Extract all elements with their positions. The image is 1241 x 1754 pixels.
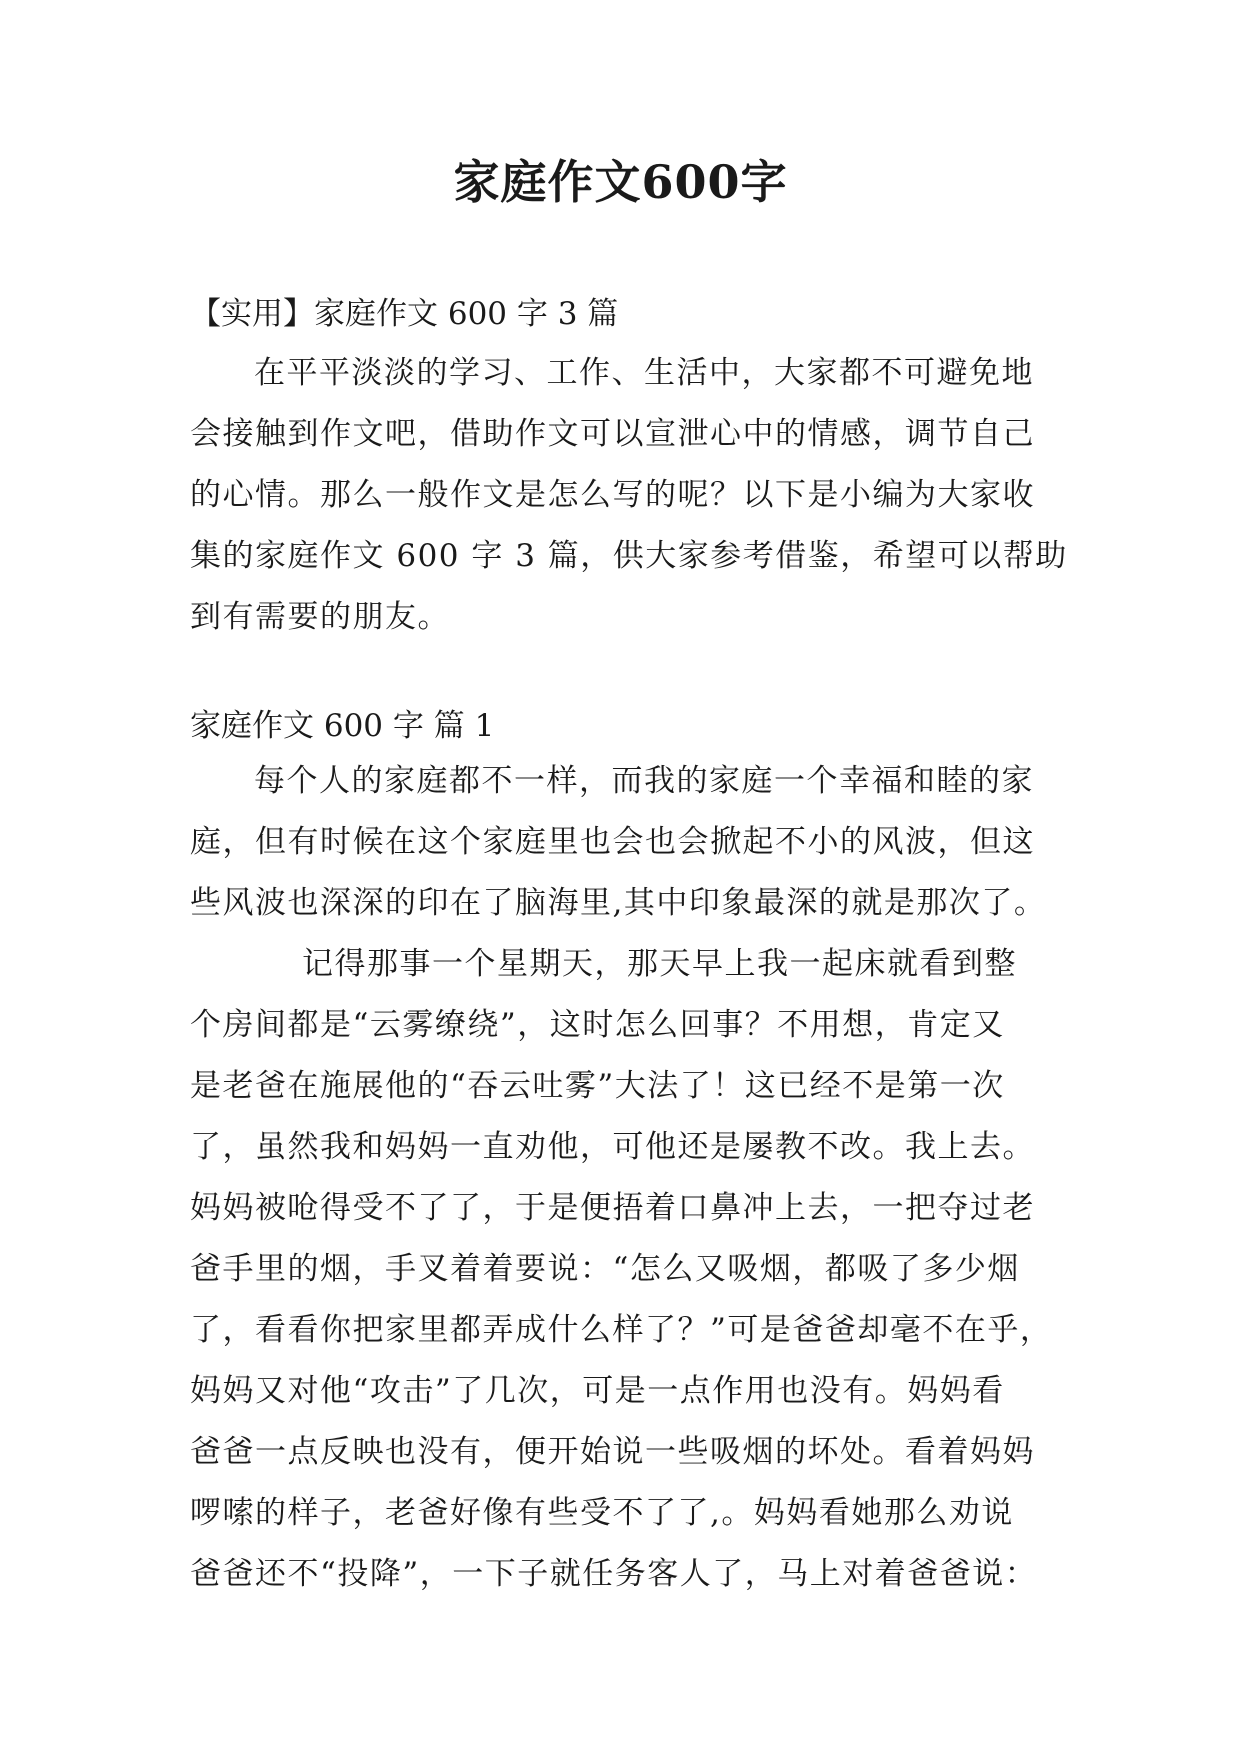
section-heading: 家庭作文 600 字 篇 1 — [190, 708, 495, 744]
paragraph-line: 集的家庭作文 600 字 3 篇，供大家参考借鉴，希望可以帮助 — [190, 538, 1068, 574]
paragraph-line: 了，虽然我和妈妈一直劝他，可他还是屡教不改。我上去。 — [190, 1129, 1035, 1165]
paragraph-line: 啰嗦的样子，老爸好像有些受不了了,。妈妈看她那么劝说 — [190, 1495, 1014, 1531]
paragraph-line: 每个人的家庭都不一样，而我的家庭一个幸福和睦的家 — [254, 763, 1034, 799]
paragraph-line: 庭，但有时候在这个家庭里也会也会掀起不小的风波，但这 — [190, 824, 1035, 860]
paragraph-line: 妈妈又对他“攻击”了几次，可是一点作用也没有。妈妈看 — [190, 1373, 1005, 1409]
paragraph-line: 爸爸还不“投降”，一下子就任务客人了，马上对着爸爸说： — [190, 1556, 1038, 1592]
body-paragraph-2 — [190, 934, 1053, 1605]
paragraph-line: 在平平淡淡的学习、工作、生活中，大家都不可避免地 — [254, 355, 1034, 391]
paragraph-line: 妈妈被呛得受不了了，于是便捂着口鼻冲上去，一把夺过老 — [190, 1190, 1035, 1226]
document-subtitle: 【实用】家庭作文 600 字 3 篇 — [190, 296, 619, 332]
paragraph-line: 了，看看你把家里都弄成什么样了？”可是爸爸却毫不在乎， — [190, 1312, 1053, 1348]
paragraph-line: 到有需要的朋友。 — [190, 599, 450, 635]
paragraph-line: 会接触到作文吧，借助作文可以宣泄心中的情感，调节自己 — [190, 416, 1035, 452]
paragraph-line: 是老爸在施展他的“吞云吐雾”大法了！这已经不是第一次 — [190, 1068, 1005, 1104]
body-paragraph-1 — [190, 751, 1050, 934]
paragraph-line: 记得那事一个星期天，那天早上我一起床就看到整 — [302, 946, 1017, 982]
paragraph-line: 的心情。那么一般作文是怎么写的呢？以下是小编为大家收 — [190, 477, 1035, 513]
paragraph-line: 个房间都是“云雾缭绕”，这时怎么回事？不用想，肯定又 — [190, 1007, 1005, 1043]
paragraph-line: 爸爸一点反映也没有，便开始说一些吸烟的坏处。看着妈妈 — [190, 1434, 1035, 1470]
paragraph-line: 些风波也深深的印在了脑海里,其中印象最深的就是那次了。 — [190, 885, 1047, 921]
document-title: 家庭作文600字 — [453, 155, 788, 209]
paragraph-line: 爸手里的烟，手叉着着要说：“怎么又吸烟，都吸了多少烟 — [190, 1251, 1020, 1287]
intro-paragraph — [190, 343, 1068, 648]
